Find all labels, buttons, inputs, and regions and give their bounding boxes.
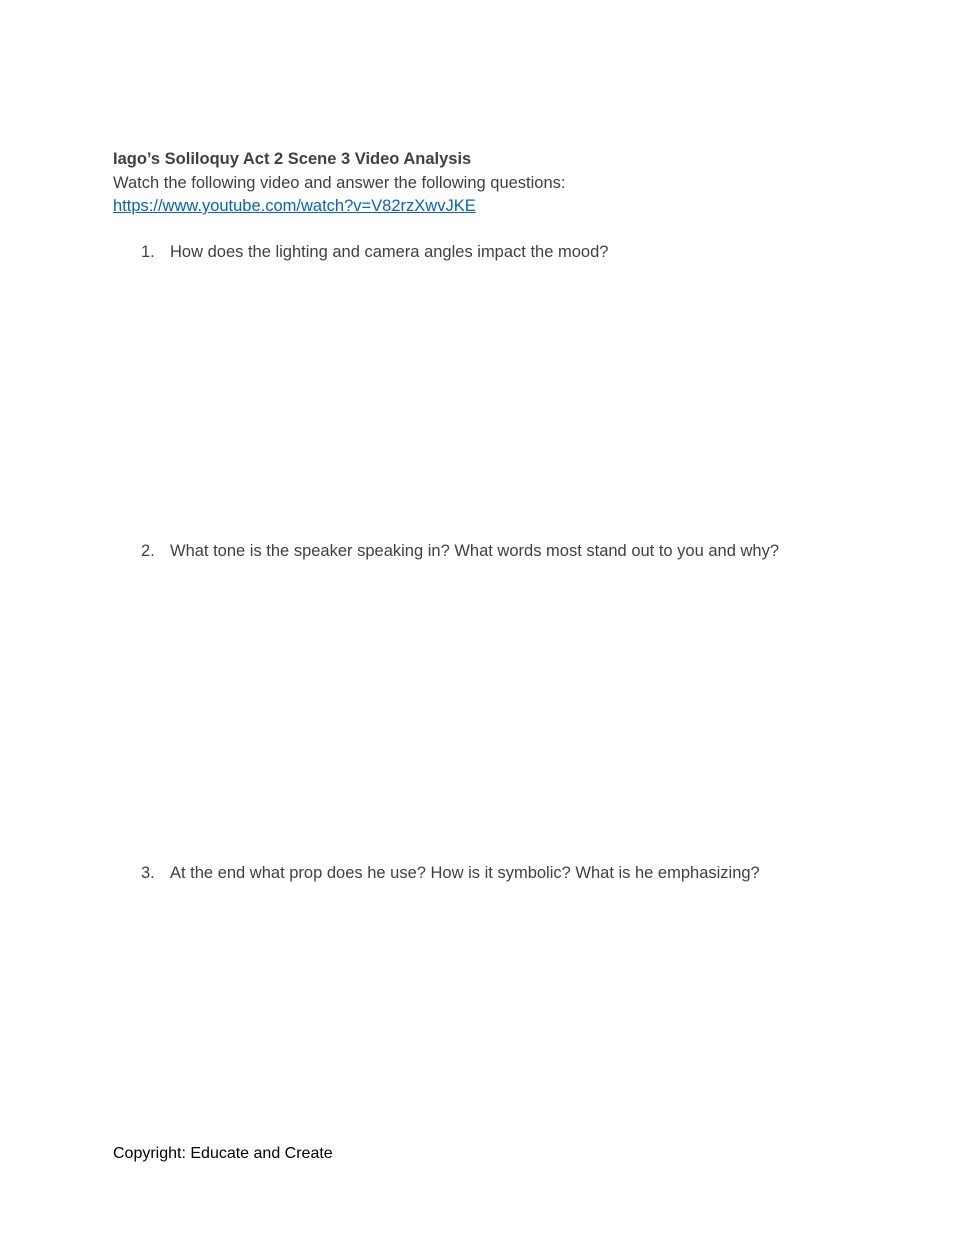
- question-1: [141, 243, 608, 262]
- instructions-text: Watch the following video and answer the following questions:: [113, 174, 566, 192]
- answer-space-2[interactable]: [113, 574, 847, 844]
- question-number: 1.: [141, 243, 155, 261]
- question-3: [141, 864, 760, 883]
- question-number: 2.: [141, 542, 155, 560]
- video-link[interactable]: https://www.youtube.com/watch?v=V82rzXwvJKE: [113, 197, 476, 215]
- copyright-footer: Copyright: Educate and Create: [113, 1145, 333, 1162]
- worksheet-title: Iago’s Soliloquy Act 2 Scene 3 Video Analysis: [113, 150, 472, 168]
- question-text: What tone is the speaker speaking in? What words most stand out to you and why?: [170, 542, 780, 560]
- question-2: [141, 542, 779, 561]
- question-text: At the end what prop does he use? How is it symbolic? What is he emphasizing?: [170, 864, 760, 882]
- answer-space-3[interactable]: [113, 896, 847, 1116]
- answer-space-1[interactable]: [113, 275, 847, 525]
- question-number: 3.: [141, 864, 155, 882]
- question-text: How does the lighting and camera angles impact the mood?: [170, 243, 609, 261]
